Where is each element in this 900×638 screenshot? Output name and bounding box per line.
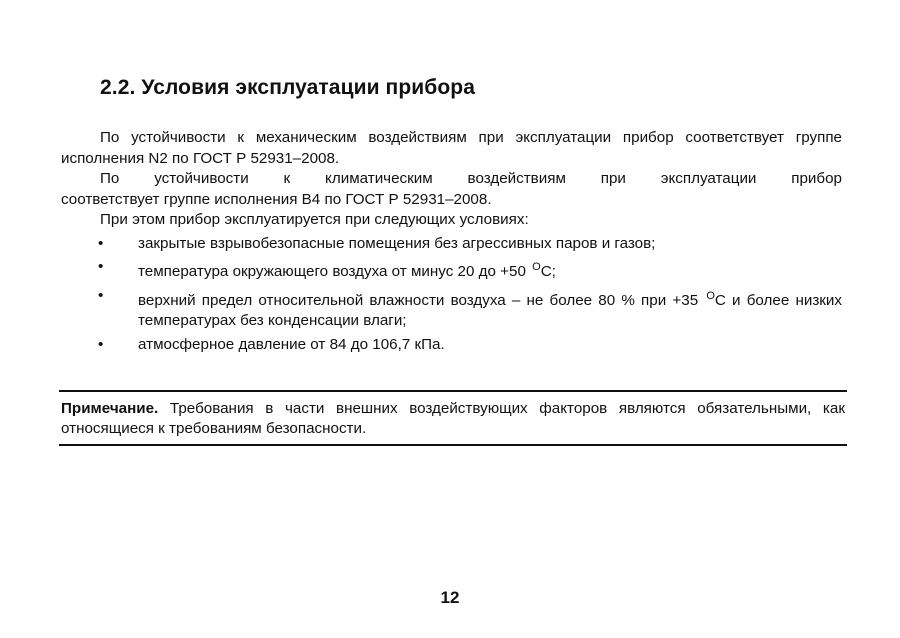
section-body [61, 128, 842, 355]
list-item-text: закрытые взрывобезопасные помещения без агрессивных паров и газов; [138, 234, 656, 252]
list-item-text-end: С и более низких температурах без конденсации влаги; [138, 291, 843, 329]
list-item-premises [61, 234, 842, 255]
bullet-icon: • [98, 258, 104, 275]
bullet-icon: • [98, 286, 104, 304]
degree-sign: O [532, 261, 541, 273]
note-label: Примечание. [61, 400, 159, 417]
paragraph-climatic: По устойчивости к климатическим воздействиям при эксплуатации прибор [100, 170, 842, 187]
paragraph-mechanical: По устойчивости к механическим воздействиям при эксплуатации прибор соответствует группе исполнения N2 по ГОСТ Р 52931–2008. [61, 129, 842, 167]
list-item-text: температура окружающего воздуха от минус 20 до +50 [138, 263, 531, 280]
note-box [59, 390, 847, 446]
paragraph-climatic-continued: соответствует группе исполнения В4 по ГОСТ Р 52931–2008. [61, 190, 492, 208]
paragraph-conditions-intro: При этом прибор эксплуатируется при следующих условиях: [100, 211, 529, 228]
list-item-temperature [61, 257, 842, 283]
list-item-text: верхний предел относительной влажности воздуха – не более 80 % при +35 [138, 291, 705, 309]
bullet-icon: • [98, 234, 104, 252]
section-heading: 2.2. Условия эксплуатации прибора [100, 76, 475, 99]
list-item-text: атмосферное давление от 84 до 106,7 кПа. [138, 335, 445, 353]
list-item-pressure [61, 335, 842, 356]
note-text-block [61, 399, 845, 439]
list-item-humidity [61, 286, 842, 332]
list-item-text-end: С; [540, 263, 556, 280]
conditions-list [61, 234, 842, 356]
note-text: Требования в части внешних воздействующих факторов являются обязательными, как относящиеся к требованиям безопасности. [61, 400, 845, 437]
page-number: 12 [440, 588, 460, 607]
degree-sign: O [706, 289, 715, 302]
bullet-icon: • [98, 335, 104, 353]
